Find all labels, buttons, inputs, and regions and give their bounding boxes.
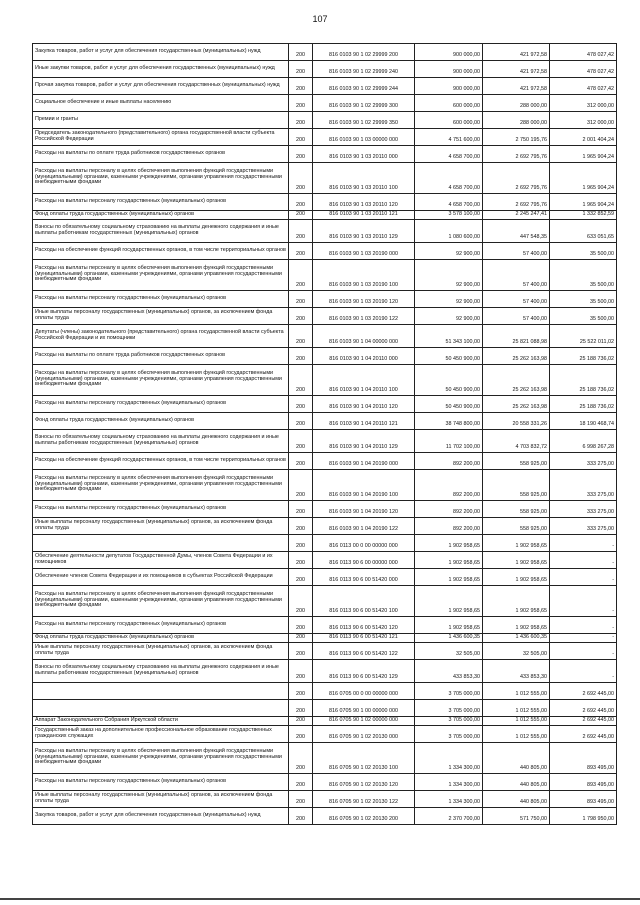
row-budget-code: 816 0103 90 1 02 29999 350 (313, 112, 415, 129)
table-row (33, 586, 617, 617)
row-approved-amount: 4 658 700,00 (415, 146, 483, 163)
table-row (33, 430, 617, 453)
row-executed-amount: 421 972,58 (483, 44, 550, 61)
row-remaining-amount: 312 000,00 (550, 95, 617, 112)
row-remaining-amount: 25 188 736,02 (550, 348, 617, 365)
row-approved-amount: 1 080 600,00 (415, 220, 483, 243)
page-number: 107 (312, 14, 328, 24)
table-row (33, 808, 617, 825)
table-row (33, 726, 617, 743)
row-remaining-amount: 333 275,00 (550, 518, 617, 535)
row-executed-amount: 57 400,00 (483, 260, 550, 291)
row-line-code: 200 (289, 61, 313, 78)
row-executed-amount: 2 750 195,76 (483, 129, 550, 146)
table-row (33, 617, 617, 634)
row-name: Иные выплаты персоналу государственных (муниципальных) органов, за исключением фонда оплаты труда (33, 518, 289, 535)
row-line-code: 200 (289, 194, 313, 211)
row-line-code: 200 (289, 291, 313, 308)
row-name (33, 683, 289, 700)
row-remaining-amount: 2 692 445,00 (550, 726, 617, 743)
row-remaining-amount: 25 522 011,02 (550, 325, 617, 348)
row-remaining-amount: 2 001 404,24 (550, 129, 617, 146)
row-line-code: 200 (289, 569, 313, 586)
row-budget-code: 816 0113 90 6 00 51420 122 (313, 643, 415, 660)
row-remaining-amount: - (550, 617, 617, 634)
row-executed-amount: 1 902 958,65 (483, 617, 550, 634)
row-name: Обеспечение членов Совета Федерации и их помощников в субъектах Российской Федерации (33, 569, 289, 586)
table-row (33, 291, 617, 308)
row-remaining-amount: 333 275,00 (550, 470, 617, 501)
row-executed-amount: 433 853,30 (483, 660, 550, 683)
row-executed-amount: 2 692 795,76 (483, 146, 550, 163)
row-line-code: 200 (289, 95, 313, 112)
row-remaining-amount: 893 495,00 (550, 774, 617, 791)
row-approved-amount: 900 000,00 (415, 44, 483, 61)
row-executed-amount: 421 972,58 (483, 61, 550, 78)
row-budget-code: 816 0103 90 1 02 29999 200 (313, 44, 415, 61)
row-budget-code: 816 0103 90 1 03 20110 121 (313, 211, 415, 220)
table-row (33, 743, 617, 774)
row-line-code: 200 (289, 396, 313, 413)
row-line-code: 200 (289, 430, 313, 453)
row-line-code: 200 (289, 146, 313, 163)
row-approved-amount: 51 343 100,00 (415, 325, 483, 348)
row-name: Расходы на выплаты персоналу государственных (муниципальных) органов (33, 291, 289, 308)
row-budget-code: 816 0103 90 1 04 20190 120 (313, 501, 415, 518)
row-line-code: 200 (289, 683, 313, 700)
row-approved-amount: 3 705 000,00 (415, 700, 483, 717)
table-row (33, 569, 617, 586)
row-executed-amount: 2 692 795,76 (483, 194, 550, 211)
row-remaining-amount: 6 998 267,28 (550, 430, 617, 453)
row-approved-amount: 3 578 100,00 (415, 211, 483, 220)
row-budget-code: 816 0705 90 1 02 20130 100 (313, 743, 415, 774)
row-executed-amount: 57 400,00 (483, 243, 550, 260)
row-executed-amount: 57 400,00 (483, 291, 550, 308)
row-line-code: 200 (289, 518, 313, 535)
row-name: Иные выплаты персоналу государственных (муниципальных) органов, за исключением фонда оплаты труда (33, 791, 289, 808)
row-remaining-amount: - (550, 569, 617, 586)
row-approved-amount: 1 902 958,65 (415, 617, 483, 634)
row-remaining-amount: 478 027,42 (550, 78, 617, 95)
row-executed-amount: 558 925,00 (483, 501, 550, 518)
row-approved-amount: 900 000,00 (415, 78, 483, 95)
row-name: Председатель законодательного (представительного) органа государственной власти субъекта Российской Федерации (33, 129, 289, 146)
row-budget-code: 816 0103 90 1 03 20190 000 (313, 243, 415, 260)
row-approved-amount: 4 658 700,00 (415, 163, 483, 194)
row-remaining-amount: 2 692 445,00 (550, 700, 617, 717)
row-line-code: 200 (289, 348, 313, 365)
row-name: Премии и гранты (33, 112, 289, 129)
row-executed-amount: 2 692 795,76 (483, 163, 550, 194)
row-name: Обеспечение деятельности депутатов Государственной Думы, членов Совета Федерации и их помощников (33, 552, 289, 569)
row-approved-amount: 892 200,00 (415, 453, 483, 470)
row-approved-amount: 1 902 958,65 (415, 535, 483, 552)
row-executed-amount: 440 805,00 (483, 774, 550, 791)
table-row (33, 146, 617, 163)
row-remaining-amount: 312 000,00 (550, 112, 617, 129)
row-remaining-amount: - (550, 660, 617, 683)
row-budget-code: 816 0705 90 1 02 20130 122 (313, 791, 415, 808)
row-approved-amount: 600 000,00 (415, 112, 483, 129)
row-executed-amount: 25 821 088,98 (483, 325, 550, 348)
row-line-code: 200 (289, 717, 313, 726)
page-bottom-border (0, 898, 640, 900)
table-row (33, 211, 617, 220)
row-name: Государственный заказ на дополнительное профессиональное образование государственных гражданских служащих (33, 726, 289, 743)
table-row (33, 700, 617, 717)
row-executed-amount: 558 925,00 (483, 453, 550, 470)
row-budget-code: 816 0103 90 1 03 20110 000 (313, 146, 415, 163)
budget-execution-table (32, 43, 617, 825)
row-executed-amount: 558 925,00 (483, 470, 550, 501)
row-name: Расходы на выплаты персоналу государственных (муниципальных) органов (33, 774, 289, 791)
row-name: Расходы на обеспечение функций государственных органов, в том числе территориальных органов (33, 243, 289, 260)
row-budget-code: 816 0103 90 1 02 29999 244 (313, 78, 415, 95)
row-budget-code: 816 0705 00 0 00 00000 000 (313, 683, 415, 700)
table-row (33, 78, 617, 95)
row-budget-code: 816 0103 90 1 02 29999 240 (313, 61, 415, 78)
row-approved-amount: 4 658 700,00 (415, 194, 483, 211)
row-approved-amount: 92 900,00 (415, 308, 483, 325)
row-line-code: 200 (289, 365, 313, 396)
row-name: Расходы на выплаты персоналу государственных (муниципальных) органов (33, 194, 289, 211)
row-name: Фонд оплаты труда государственных (муниципальных) органов (33, 413, 289, 430)
row-budget-code: 816 0103 90 1 03 20110 120 (313, 194, 415, 211)
row-approved-amount: 892 200,00 (415, 518, 483, 535)
row-approved-amount: 1 902 958,65 (415, 569, 483, 586)
table-row (33, 518, 617, 535)
row-name: Закупка товаров, работ и услуг для обеспечения государственных (муниципальных) нужд (33, 808, 289, 825)
row-budget-code: 816 0103 90 1 04 20110 000 (313, 348, 415, 365)
row-remaining-amount: 25 188 736,02 (550, 365, 617, 396)
row-name: Иные выплаты персоналу государственных (муниципальных) органов, за исключением фонда оплаты труда (33, 308, 289, 325)
row-approved-amount: 38 748 800,00 (415, 413, 483, 430)
row-name (33, 535, 289, 552)
row-name: Иные выплаты персоналу государственных (муниципальных) органов, за исключением фонда оплаты труда (33, 643, 289, 660)
row-budget-code: 816 0113 90 6 00 00000 000 (313, 552, 415, 569)
row-line-code: 200 (289, 726, 313, 743)
row-line-code: 200 (289, 501, 313, 518)
row-remaining-amount: - (550, 552, 617, 569)
row-executed-amount: 25 262 163,98 (483, 396, 550, 413)
table-row (33, 501, 617, 518)
row-remaining-amount: 1 965 904,24 (550, 146, 617, 163)
row-remaining-amount: - (550, 643, 617, 660)
table-row (33, 129, 617, 146)
row-approved-amount: 600 000,00 (415, 95, 483, 112)
row-budget-code: 816 0705 90 1 02 20130 000 (313, 726, 415, 743)
row-name: Социальное обеспечение и иные выплаты населению (33, 95, 289, 112)
row-executed-amount: 288 000,00 (483, 95, 550, 112)
row-executed-amount: 32 505,00 (483, 643, 550, 660)
row-name: Расходы на выплаты персоналу государственных (муниципальных) органов (33, 501, 289, 518)
row-name: Фонд оплаты труда государственных (муниципальных) органов (33, 634, 289, 643)
row-line-code: 200 (289, 453, 313, 470)
row-name: Расходы на выплаты персоналу государственных (муниципальных) органов (33, 396, 289, 413)
row-remaining-amount: 35 500,00 (550, 260, 617, 291)
row-remaining-amount: 1 332 852,59 (550, 211, 617, 220)
row-name: Расходы на выплаты персоналу государственных (муниципальных) органов (33, 617, 289, 634)
row-line-code: 200 (289, 243, 313, 260)
table-row (33, 717, 617, 726)
row-line-code: 200 (289, 634, 313, 643)
row-executed-amount: 571 750,00 (483, 808, 550, 825)
row-approved-amount: 433 853,30 (415, 660, 483, 683)
row-name: Расходы на выплаты персоналу в целях обеспечения выполнения функций государственными (муниципальными) органами, казенными учреждениями, органами управления государственными внебюджетными фондами (33, 743, 289, 774)
row-name: Иные закупки товаров, работ и услуг для обеспечения государственных (муниципальных) нужд (33, 61, 289, 78)
row-executed-amount: 4 703 832,72 (483, 430, 550, 453)
row-executed-amount: 421 972,58 (483, 78, 550, 95)
row-executed-amount: 1 902 958,65 (483, 535, 550, 552)
row-budget-code: 816 0103 90 1 04 20110 121 (313, 413, 415, 430)
table-row (33, 260, 617, 291)
row-budget-code: 816 0705 90 1 02 20130 200 (313, 808, 415, 825)
row-name: Расходы на выплаты по оплате труда работников государственных органов (33, 348, 289, 365)
row-executed-amount: 1 012 555,00 (483, 700, 550, 717)
row-executed-amount: 447 548,35 (483, 220, 550, 243)
row-line-code: 200 (289, 643, 313, 660)
row-approved-amount: 1 902 958,65 (415, 586, 483, 617)
row-approved-amount: 92 900,00 (415, 291, 483, 308)
row-line-code: 200 (289, 535, 313, 552)
row-approved-amount: 32 505,00 (415, 643, 483, 660)
row-name: Расходы на выплаты персоналу в целях обеспечения выполнения функций государственными (муниципальными) органами, казенными учреждениями, органами управления государственными внебюджетными фондами (33, 586, 289, 617)
row-budget-code: 816 0113 90 6 00 51420 000 (313, 569, 415, 586)
row-name: Взносы по обязательному социальному страхованию на выплаты денежного содержания и иные выплаты работникам государственных (муниципальных) органов (33, 220, 289, 243)
row-executed-amount: 1 012 555,00 (483, 683, 550, 700)
row-name: Расходы на выплаты персоналу в целях обеспечения выполнения функций государственными (муниципальными) органами, казенными учреждениями, органами управления государственными внебюджетными фондами (33, 365, 289, 396)
table-row (33, 44, 617, 61)
row-remaining-amount: 1 965 904,24 (550, 194, 617, 211)
row-budget-code: 816 0103 90 1 04 20190 122 (313, 518, 415, 535)
table-row (33, 220, 617, 243)
row-name: Расходы на выплаты персоналу в целях обеспечения выполнения функций государственными (муниципальными) органами, казенными учреждениями, органами управления государственными внебюджетными фондами (33, 163, 289, 194)
row-name: Аппарат Законодательного Собрания Иркутской области (33, 717, 289, 726)
row-remaining-amount: 2 692 445,00 (550, 683, 617, 700)
row-line-code: 200 (289, 325, 313, 348)
table-row (33, 774, 617, 791)
row-approved-amount: 1 334 300,00 (415, 791, 483, 808)
row-name: Депутаты (члены) законодательного (представительного) органа государственной власти субъекта Российской Федерации и их помощники (33, 325, 289, 348)
row-line-code: 200 (289, 700, 313, 717)
row-budget-code: 816 0103 90 1 04 20190 000 (313, 453, 415, 470)
row-line-code: 200 (289, 112, 313, 129)
row-line-code: 200 (289, 308, 313, 325)
row-remaining-amount: 35 500,00 (550, 291, 617, 308)
row-approved-amount: 3 705 000,00 (415, 683, 483, 700)
row-line-code: 200 (289, 44, 313, 61)
row-line-code: 200 (289, 220, 313, 243)
table-row (33, 61, 617, 78)
table-row (33, 535, 617, 552)
table-row (33, 413, 617, 430)
row-line-code: 200 (289, 743, 313, 774)
row-executed-amount: 57 400,00 (483, 308, 550, 325)
row-executed-amount: 440 805,00 (483, 743, 550, 774)
table-row (33, 308, 617, 325)
row-budget-code: 816 0103 90 1 04 00000 000 (313, 325, 415, 348)
table-row (33, 643, 617, 660)
row-budget-code: 816 0113 00 0 00 00000 000 (313, 535, 415, 552)
row-budget-code: 816 0705 90 1 02 20130 120 (313, 774, 415, 791)
row-executed-amount: 1 436 600,35 (483, 634, 550, 643)
row-line-code: 200 (289, 129, 313, 146)
row-approved-amount: 50 450 900,00 (415, 365, 483, 396)
table-row (33, 112, 617, 129)
row-approved-amount: 4 751 600,00 (415, 129, 483, 146)
table-row (33, 453, 617, 470)
row-name: Расходы на выплаты персоналу в целях обеспечения выполнения функций государственными (муниципальными) органами, казенными учреждениями, органами управления государственными внебюджетными фондами (33, 260, 289, 291)
row-executed-amount: 440 805,00 (483, 791, 550, 808)
table-row (33, 194, 617, 211)
row-remaining-amount: 478 027,42 (550, 44, 617, 61)
row-name: Взносы по обязательному социальному страхованию на выплаты денежного содержания и иные выплаты работникам государственных (муниципальных) органов (33, 430, 289, 453)
row-remaining-amount: 1 798 950,00 (550, 808, 617, 825)
table-row (33, 348, 617, 365)
row-budget-code: 816 0103 90 1 04 20110 100 (313, 365, 415, 396)
row-approved-amount: 1 902 958,65 (415, 552, 483, 569)
row-remaining-amount: 25 188 736,02 (550, 396, 617, 413)
row-budget-code: 816 0113 90 6 00 51420 121 (313, 634, 415, 643)
row-approved-amount: 892 200,00 (415, 501, 483, 518)
row-executed-amount: 1 012 555,00 (483, 717, 550, 726)
row-budget-code: 816 0113 90 6 00 51420 100 (313, 586, 415, 617)
row-budget-code: 816 0103 90 1 03 20190 120 (313, 291, 415, 308)
row-budget-code: 816 0705 90 1 00 00000 000 (313, 700, 415, 717)
row-line-code: 200 (289, 791, 313, 808)
row-budget-code: 816 0705 90 1 02 00000 000 (313, 717, 415, 726)
row-budget-code: 816 0103 90 1 02 29999 300 (313, 95, 415, 112)
row-remaining-amount: 35 500,00 (550, 308, 617, 325)
row-line-code: 200 (289, 660, 313, 683)
row-budget-code: 816 0113 90 6 00 51420 120 (313, 617, 415, 634)
table-row (33, 791, 617, 808)
row-approved-amount: 50 450 900,00 (415, 348, 483, 365)
row-budget-code: 816 0103 90 1 03 20110 100 (313, 163, 415, 194)
row-executed-amount: 1 902 958,65 (483, 569, 550, 586)
row-line-code: 200 (289, 211, 313, 220)
row-remaining-amount: 333 275,00 (550, 453, 617, 470)
row-line-code: 200 (289, 470, 313, 501)
table-row (33, 325, 617, 348)
row-remaining-amount: 893 495,00 (550, 791, 617, 808)
row-budget-code: 816 0103 90 1 03 20190 100 (313, 260, 415, 291)
table-row (33, 243, 617, 260)
row-approved-amount: 900 000,00 (415, 61, 483, 78)
row-remaining-amount: 333 275,00 (550, 501, 617, 518)
row-budget-code: 816 0103 90 1 03 20190 122 (313, 308, 415, 325)
row-executed-amount: 1 902 958,65 (483, 586, 550, 617)
row-remaining-amount: 893 495,00 (550, 743, 617, 774)
row-name: Закупка товаров, работ и услуг для обеспечения государственных (муниципальных) нужд (33, 44, 289, 61)
row-remaining-amount: 18 190 468,74 (550, 413, 617, 430)
table-row (33, 163, 617, 194)
row-executed-amount: 25 262 163,98 (483, 348, 550, 365)
row-remaining-amount: - (550, 586, 617, 617)
row-executed-amount: 558 925,00 (483, 518, 550, 535)
row-budget-code: 816 0103 90 1 04 20190 100 (313, 470, 415, 501)
table-row (33, 552, 617, 569)
row-name: Взносы по обязательному социальному страхованию на выплаты денежного содержания и иные выплаты работникам государственных (муниципальных) органов (33, 660, 289, 683)
table-row (33, 683, 617, 700)
row-approved-amount: 50 450 900,00 (415, 396, 483, 413)
row-executed-amount: 1 012 555,00 (483, 726, 550, 743)
row-line-code: 200 (289, 774, 313, 791)
row-line-code: 200 (289, 617, 313, 634)
table-row (33, 396, 617, 413)
row-approved-amount: 1 334 300,00 (415, 774, 483, 791)
row-executed-amount: 288 000,00 (483, 112, 550, 129)
row-remaining-amount: 35 500,00 (550, 243, 617, 260)
row-executed-amount: 25 262 163,98 (483, 365, 550, 396)
row-approved-amount: 92 900,00 (415, 260, 483, 291)
row-remaining-amount: - (550, 634, 617, 643)
row-approved-amount: 92 900,00 (415, 243, 483, 260)
table-row (33, 470, 617, 501)
row-name: Расходы на выплаты персоналу в целях обеспечения выполнения функций государственными (муниципальными) органами, казенными учреждениями, органами управления государственными внебюджетными фондами (33, 470, 289, 501)
row-budget-code: 816 0103 90 1 03 00000 000 (313, 129, 415, 146)
row-executed-amount: 1 902 958,65 (483, 552, 550, 569)
row-line-code: 200 (289, 552, 313, 569)
row-approved-amount: 11 702 100,00 (415, 430, 483, 453)
table-row (33, 365, 617, 396)
row-line-code: 200 (289, 586, 313, 617)
row-remaining-amount: 478 027,42 (550, 61, 617, 78)
row-budget-code: 816 0103 90 1 04 20110 129 (313, 430, 415, 453)
row-approved-amount: 892 200,00 (415, 470, 483, 501)
row-remaining-amount: 1 965 904,24 (550, 163, 617, 194)
row-budget-code: 816 0103 90 1 03 20110 129 (313, 220, 415, 243)
row-approved-amount: 3 705 000,00 (415, 726, 483, 743)
row-line-code: 200 (289, 413, 313, 430)
row-name: Расходы на выплаты по оплате труда работников государственных органов (33, 146, 289, 163)
row-name: Расходы на обеспечение функций государственных органов, в том числе территориальных органов (33, 453, 289, 470)
row-name: Фонд оплаты труда государственных (муниципальных) органов (33, 211, 289, 220)
row-remaining-amount: 2 692 445,00 (550, 717, 617, 726)
table-row (33, 634, 617, 643)
row-executed-amount: 20 558 331,26 (483, 413, 550, 430)
row-remaining-amount: - (550, 535, 617, 552)
row-approved-amount: 1 334 300,00 (415, 743, 483, 774)
row-budget-code: 816 0103 90 1 04 20110 120 (313, 396, 415, 413)
row-executed-amount: 2 245 247,41 (483, 211, 550, 220)
row-remaining-amount: 633 051,65 (550, 220, 617, 243)
row-approved-amount: 3 705 000,00 (415, 717, 483, 726)
row-name (33, 700, 289, 717)
table-row (33, 660, 617, 683)
row-approved-amount: 1 436 600,35 (415, 634, 483, 643)
table-row (33, 95, 617, 112)
row-line-code: 200 (289, 163, 313, 194)
row-line-code: 200 (289, 260, 313, 291)
row-line-code: 200 (289, 78, 313, 95)
row-budget-code: 816 0113 90 6 00 51420 129 (313, 660, 415, 683)
row-line-code: 200 (289, 808, 313, 825)
row-approved-amount: 2 370 700,00 (415, 808, 483, 825)
row-name: Прочая закупка товаров, работ и услуг для обеспечения государственных (муниципальных) нужд (33, 78, 289, 95)
